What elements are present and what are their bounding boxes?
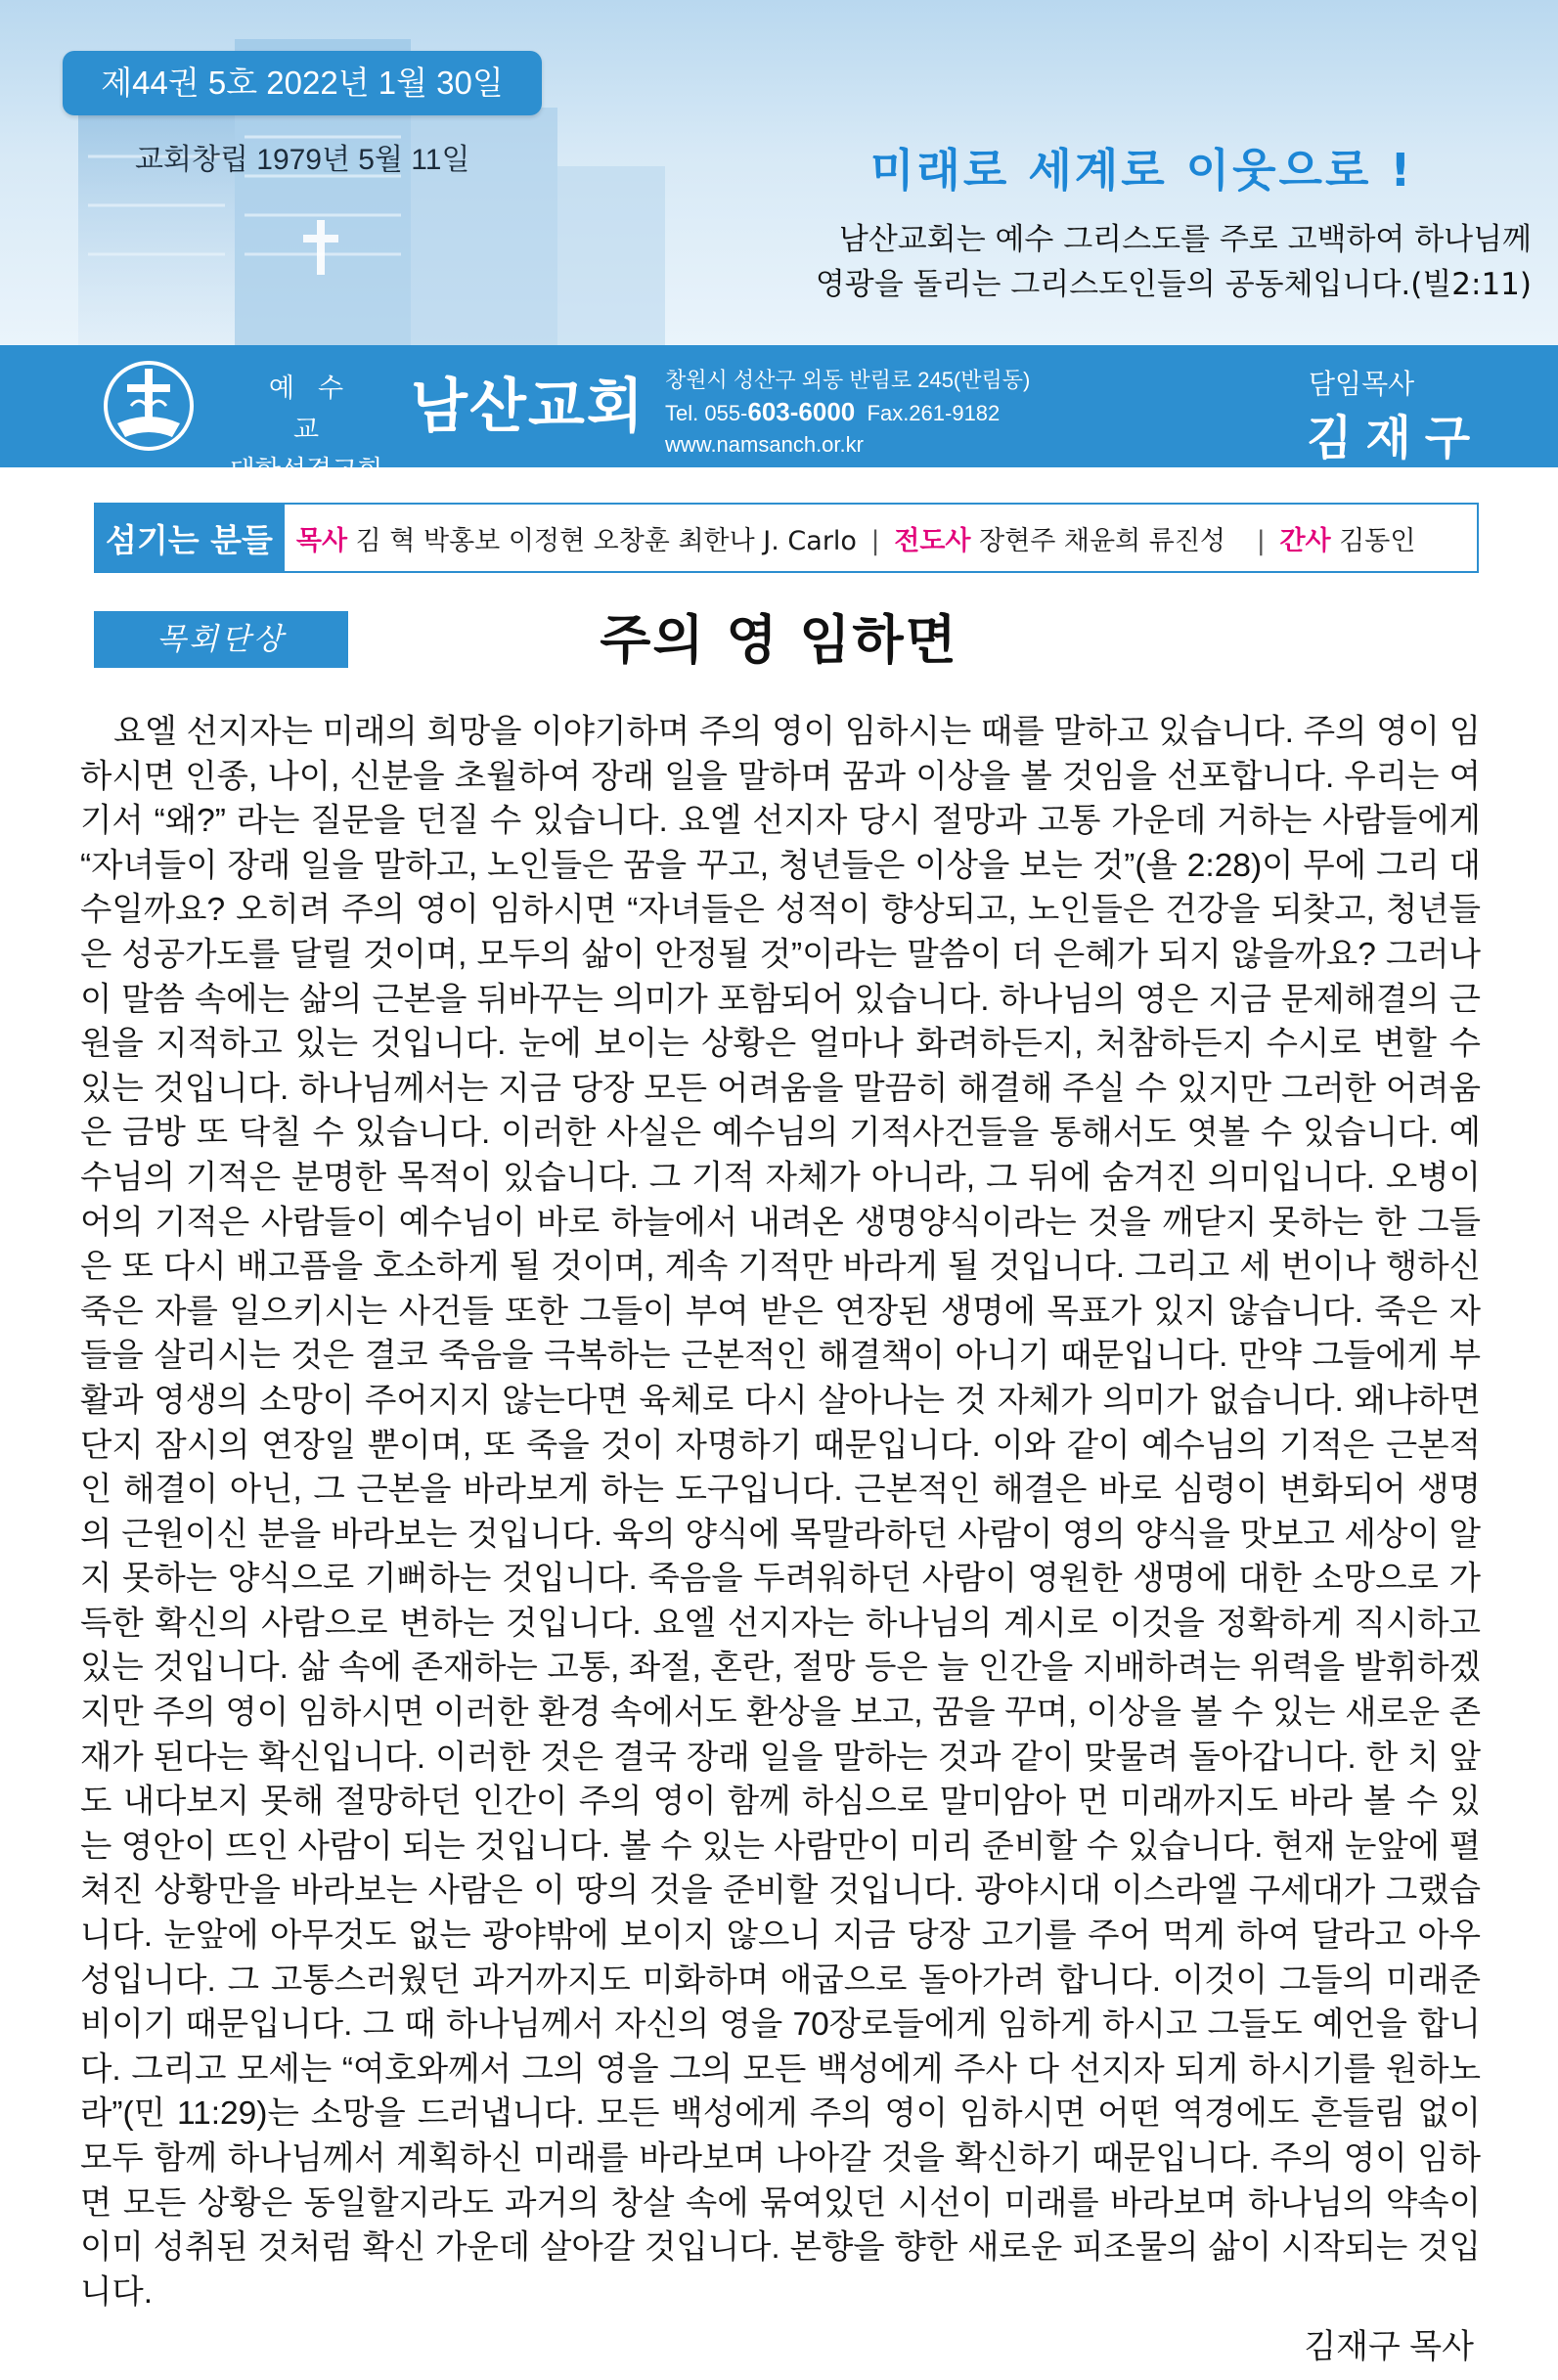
sermon-title: 주의 영 임하면 (600, 609, 958, 671)
evangelists-role: 전도사 (894, 525, 971, 556)
denomination-line-2: 대한성결교회 (229, 456, 383, 486)
staff-role: 간사 (1279, 525, 1331, 556)
website-link[interactable]: www.namsanch.or.kr (665, 432, 864, 457)
divider: | (1239, 525, 1266, 556)
church-logo-icon (102, 359, 196, 453)
denomination (223, 369, 389, 492)
staff-member-names: 김동인 (1339, 525, 1416, 556)
phone-fax (665, 396, 1174, 429)
tel-number: 603-6000 (747, 397, 856, 426)
column-tag: 목회단상 (94, 611, 348, 668)
church-motto: 미래로 세계로 이웃으로 ! (870, 144, 1414, 197)
church-name: 남산교회 (411, 373, 645, 441)
church-banner (0, 345, 1558, 486)
contact-info (665, 365, 1174, 461)
mission-statement (710, 217, 1532, 307)
denomination-line-1: 예수교 (268, 374, 368, 445)
divider: | (870, 525, 880, 556)
sermon-author: 김재구 목사 (1304, 2328, 1474, 2365)
staff-names (285, 519, 1416, 557)
mission-line-1: 남산교회는 예수 그리스도를 주로 고백하여 하나님께 (838, 222, 1532, 257)
evangelists-names: 장현주 채윤희 류진성 (979, 525, 1225, 556)
pastors-role: 목사 (295, 525, 348, 556)
senior-pastor-label: 담임목사 (1309, 368, 1415, 400)
staff-list (94, 503, 1479, 573)
mission-line-2: 영광을 돌리는 그리스도인들의 공동체입니다.(빌2:11) (815, 267, 1532, 302)
sermon-body: 요엘 선지자는 미래의 희망을 이야기하며 주의 영이 임하시는 때를 말하고 있습니다. 주의 영이 임하시면 인종, 나이, 신분을 초월하여 장래 일을 말하며 꿈과 이상을 볼 것임을 선포합니다. 우리는 여기서 “왜?” 라는 질문을 던질 수 있습니다. 요엘 선지자 당시 절망과 고통 가운데 거하는 사람들에게 “자녀들이 장래 일을 말하고, 노인들은 꿈을 꾸고, 청년들은 이상을 보는 것”(욜 2:28)이 무에 그리 대수일까요? 오히려 주의 영이 임하시면 “자녀들은 성적이 향상되고, 노인들은 건강을 되찾고, 청년들은 성공가도를 달릴 것이며, 모두의 삶이 안정될 것”이라는 말씀이 더 은혜가 되지 않을까요? 그러나 이 말씀 속에는 삶의 근본을 뒤바꾸는 의미가 포함되어 있습니다. 하나님의 영은 지금 문제해결의 근원을 지적하고 있는 것입니다. 눈에 보이는 상황은 얼마나 화려하든지, 처참하든지 수시로 변할 수 있는 것입니다. 하나님께서는 지금 당장 모든 어려움을 말끔히 해결해 주실 수 있지만 그러한 어려움은 금방 또 닥칠 수 있습니다. 이러한 사실은 예수님의 기적사건들을 통해서도 엿볼 수 있습니다. 예수님의 기적은 분명한 목적이 있습니다. 그 기적 자체가 아니라, 그 뒤에 숨겨진 의미입니다. 오병이어의 기적은 사람들이 예수님이 바로 하늘에서 내려온 생명양식이라는 것을 깨닫지 못하는 한 그들은 또 다시 배고픔을 호소하게 될 것이며, 계속 기적만 바라게 될 것입니다. 그리고 세 번이나 행하신 죽은 자를 일으키시는 사건들 또한 그들이 부여 받은 연장된 생명에 목표가 있지 않습니다. 죽은 자들을 살리시는 것은 결코 죽음을 극복하는 근본적인 해결책이 아니기 때문입니다. 만약 그들에게 부활과 영생의 소망이 주어지지 않는다면 육체로 다시 살아나는 것 자체가 의미가 없습니다. 왜냐하면 단지 잠시의 연장일 뿐이며, 또 죽을 것이 자명하기 때문입니다. 이와 같이 예수님의 기적은 근본적인 해결이 아닌, 그 근본을 바라보게 하는 도구입니다. 근본적인 해결은 바로 심령이 변화되어 생명의 근원이신 분을 바라보는 것입니다. 육의 양식에 목말라하던 사람이 영의 양식을 맛보고 세상이 알지 못하는 양식으로 기뻐하는 것입니다. 죽음을 두려워하던 사람이 영원한 생명에 대한 소망으로 가득한 확신의 사람으로 변하는 것입니다. 요엘 선지자는 하나님의 계시로 이것을 정확하게 직시하고 있는 것입니다. 삶 속에 존재하는 고통, 좌절, 혼란, 절망 등은 늘 인간을 지배하려는 위력을 발휘하겠지만 주의 영이 임하시면 이러한 환경 속에서도 환상을 보고, 꿈을 꾸며, 이상을 볼 수 있는 새로운 존재가 된다는 확신입니다. 이러한 것은 결국 장래 일을 말하는 것과 같이 맞물려 돌아갑니다. 한 치 앞도 내다보지 못해 절망하던 인간이 주의 영이 함께 하심으로 말미암아 먼 미래까지도 바라 볼 수 있는 영안이 뜨인 사람이 되는 것입니다. 볼 수 있는 사람만이 미리 준비할 수 있습니다. 현재 눈앞에 펼쳐진 상황만을 바라보는 사람은 이 땅의 것을 준비할 것입니다. 광야시대 이스라엘 구세대가 그랬습니다. 눈앞에 아무것도 없는 광야밖에 보이지 않으니 지금 당장 고기를 주어 먹게 하여 달라고 아우성입니다. 그 고통스러웠던 과거까지도 미화하며 애굽으로 돌아가려 합니다. 이것이 그들의 미래준비이기 때문입니다. 그 때 하나님께서 자신의 영을 70장로들에게 임하게 하시고 그들도 예언을 합니다. 그리고 모세는 “여호와께서 그의 영을 그의 모든 백성에게 주사 다 선지자 되게 하시기를 원하노라”(민 11:29)는 소망을 드러냅니다. 모든 백성에게 주의 영이 임하시면 어떤 역경에도 흔들림 없이 모두 함께 하나님께서 계획하신 미래를 바라보며 나아갈 것을 확신하기 때문입니다. 주의 영이 임하면 모든 상황은 동일할지라도 과거의 창살 속에 묶여있던 시선이 미래를 바라보며 하나님의 약속이 이미 성취된 것처럼 확신 가운데 살아갈 것입니다. 본향을 향한 새로운 피조물의 삶이 시작되는 것입니다. (80, 714, 1481, 2311)
issue-date-badge: 제44권 5호 2022년 1월 30일 (63, 51, 542, 115)
bulletin-header (0, 0, 1558, 345)
senior-pastor-name: 김재구 (1307, 411, 1485, 465)
address: 창원시 성산구 외동 반림로 245(반림동) (665, 368, 1031, 392)
staff-list-label: 섬기는 분들 (96, 505, 285, 571)
pastors-names: 김 혁 박홍보 이정현 오창훈 최한나 J. Carlo (355, 525, 857, 556)
tel-prefix: Tel. 055- (665, 401, 748, 425)
founding-date: 교회창립 1979년 5월 11일 (135, 144, 470, 176)
fax-number: Fax.261-9182 (867, 401, 1001, 425)
